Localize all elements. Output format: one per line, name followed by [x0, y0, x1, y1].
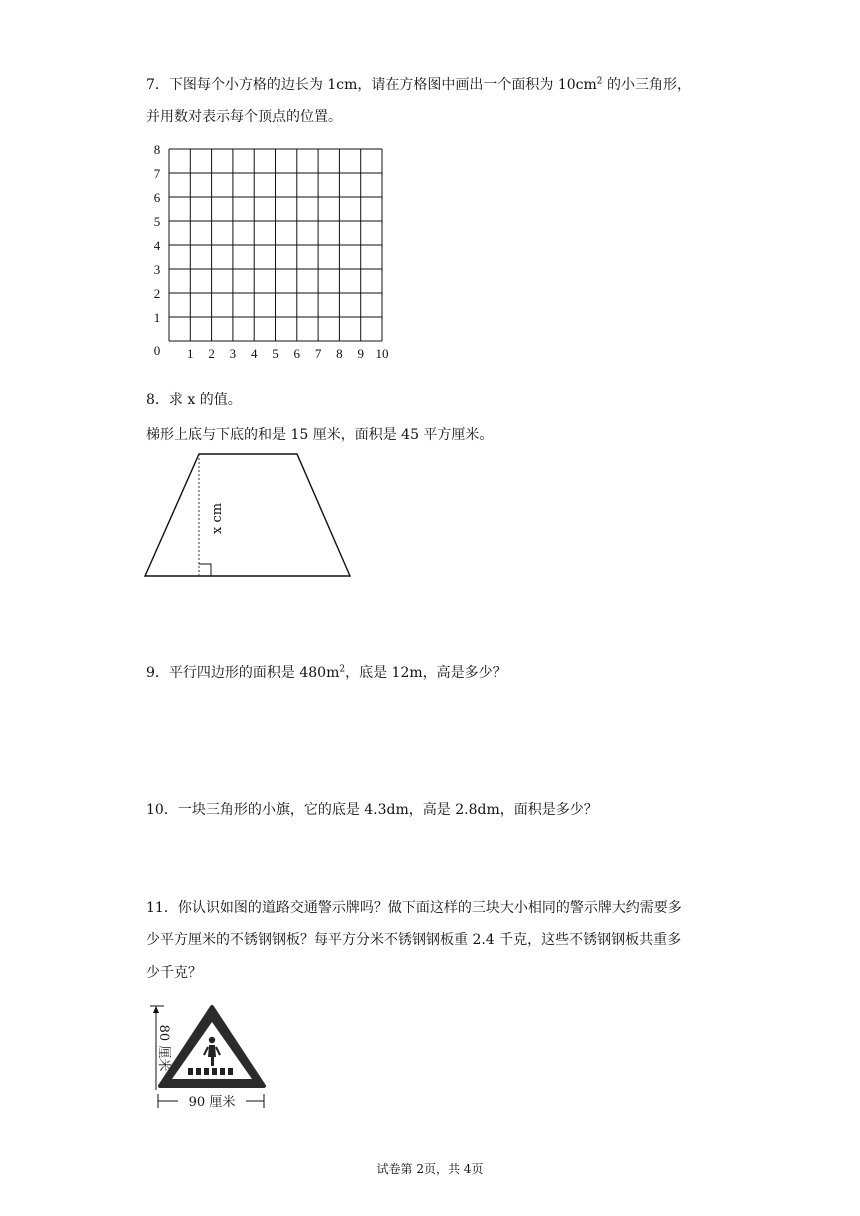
right-angle-mark: [199, 564, 211, 576]
y-tick-label: 2: [153, 286, 161, 301]
trapezoid-figure: [140, 448, 370, 588]
y-tick-label: 6: [153, 190, 161, 205]
sign-base-label: 90 厘米: [188, 1095, 236, 1110]
x-tick-label: 7: [314, 346, 322, 361]
q11-line2: 少平方厘米的不锈钢钢板？每平方分米不锈钢钢板重 2.4 千克，这些不锈钢钢板共重多: [146, 932, 682, 948]
x-tick-label: 10: [375, 346, 389, 361]
page-footer: 试卷第 2页，共 4页: [376, 1162, 484, 1176]
sign-height-label: 80 厘米: [156, 1024, 171, 1072]
q7-line2: 并用数对表示每个顶点的位置。: [146, 109, 342, 125]
x-tick-label: 1: [187, 346, 194, 361]
q9-text-post: ，底是 12m，高是多少？: [345, 665, 507, 681]
y-tick-label: 4: [153, 238, 161, 253]
q7-line1-sup: 2: [596, 76, 603, 87]
y-tick-label: 8: [153, 142, 161, 157]
q9-text: [146, 662, 507, 682]
height-label: x cm: [210, 502, 225, 534]
q9-text-sup: 2: [339, 664, 346, 675]
q11-line1: 11．你认识如图的道路交通警示牌吗？做下面这样的三块大小相同的警示牌大约需要多: [146, 900, 682, 916]
height-arrow-top: [153, 1006, 159, 1013]
x-tick-label: 8: [336, 346, 343, 361]
x-tick-label: 4: [250, 346, 258, 361]
y-tick-label: 7: [153, 166, 161, 181]
x-tick-label: 6: [293, 346, 301, 361]
trapezoid-shape: [145, 454, 350, 576]
coordinate-grid[interactable]: [140, 140, 400, 370]
q7-line1-pre: 7．下图每个小方格的边长为 1cm，请在方格图中画出一个面积为 10cm: [146, 77, 597, 93]
x-tick-label: 5: [272, 346, 279, 361]
x-tick-label: 9: [357, 346, 364, 361]
y-tick-label: 3: [153, 262, 161, 277]
y-tick-label: 1: [153, 310, 161, 325]
q8-line2: 梯形上底与下底的和是 15 厘米，面积是 45 平方厘米。: [146, 427, 494, 443]
warning-sign-figure: [140, 998, 270, 1118]
x-tick-label: 3: [229, 346, 237, 361]
q8-line1: 8．求 x 的值。: [146, 392, 242, 408]
x-tick-label: 2: [208, 346, 215, 361]
q9-text-pre: 9．平行四边形的面积是 480m: [146, 665, 340, 681]
y-tick-label: 5: [153, 214, 161, 229]
q11-line3: 少千克？: [146, 965, 202, 981]
q7-line1: [146, 74, 691, 94]
q10-text: 10．一块三角形的小旗，它的底是 4.3dm，高是 2.8dm，面积是多少？: [146, 802, 598, 818]
origin-label: 0: [153, 343, 161, 358]
q7-line1-post: 的小三角形，: [602, 77, 691, 93]
